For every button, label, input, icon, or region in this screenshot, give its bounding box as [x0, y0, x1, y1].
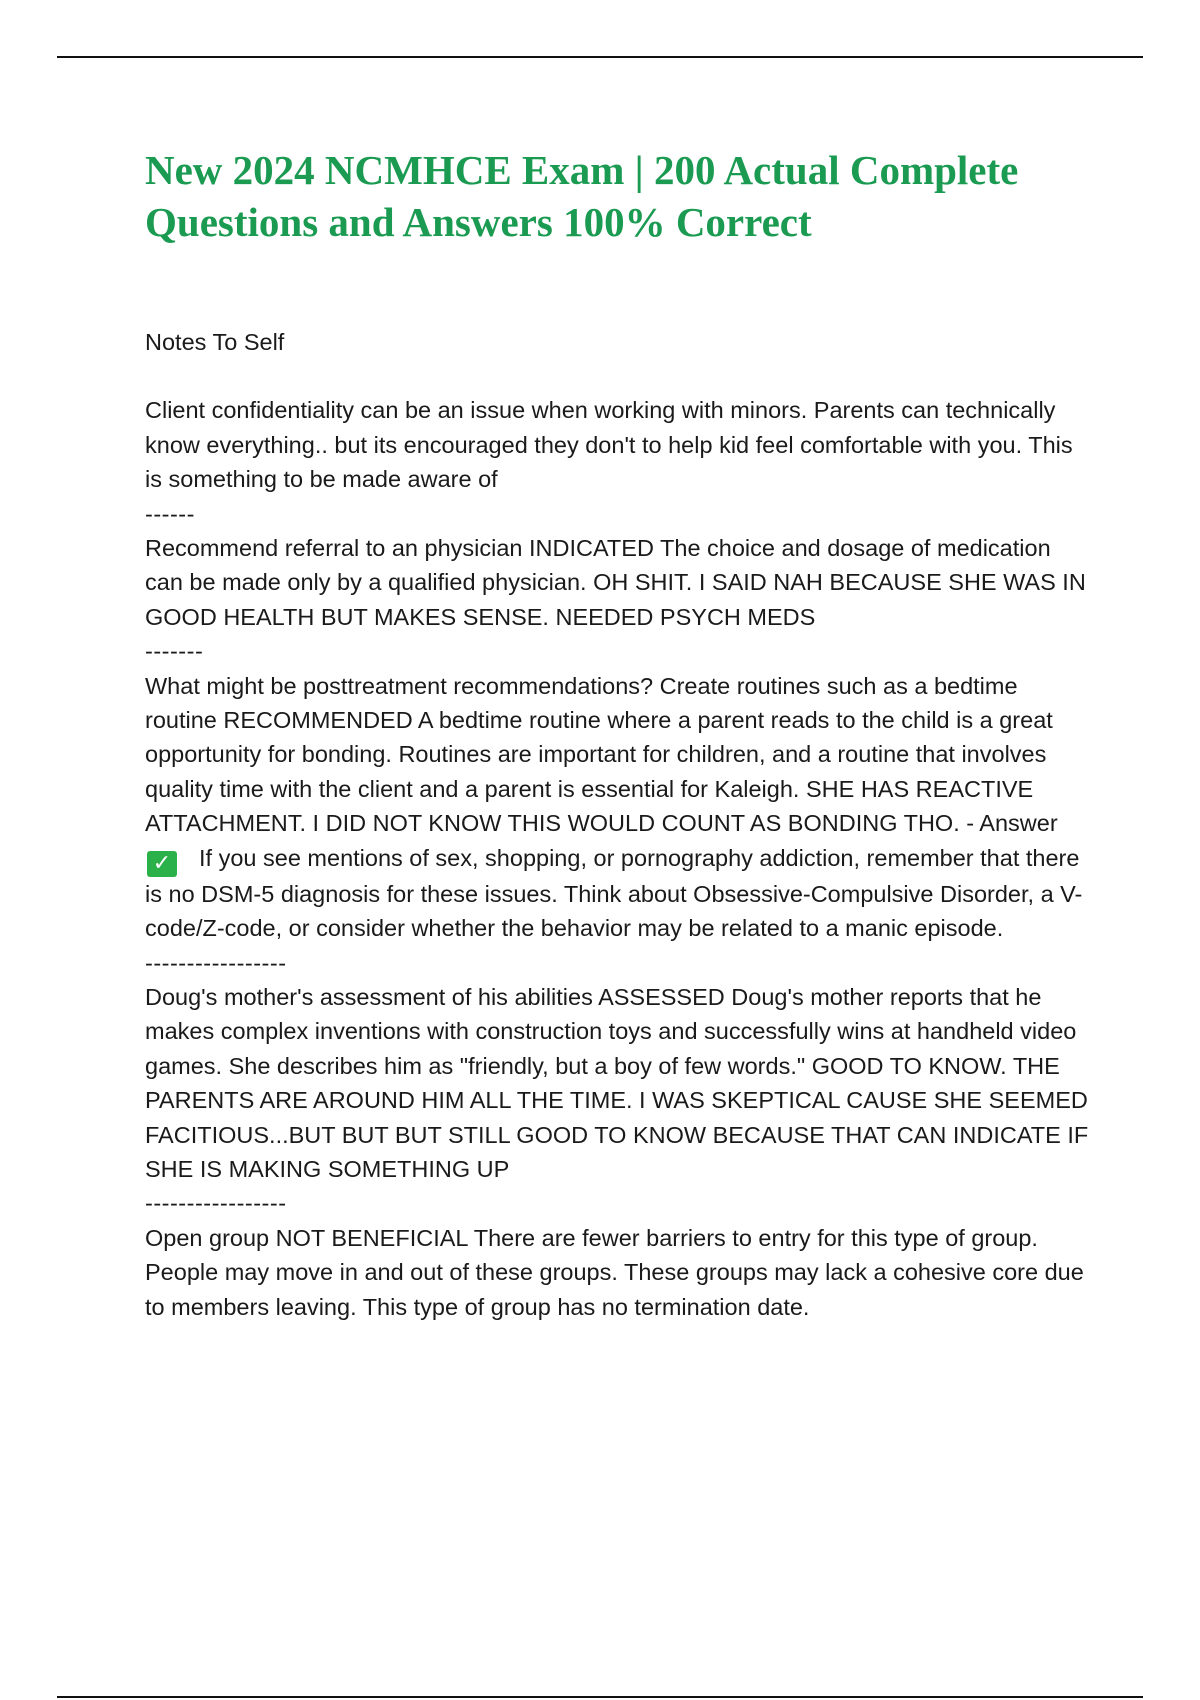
note-mother-assessment: Doug's mother's assessment of his abilities ASSESSED Doug's mother reports that he makes complex inventions with construction toys and successfully wins at handheld video games. She describes him as "friendly, but a boy of few words." GOOD TO KNOW. THE PARENTS ARE AROUND HIM ALL THE TIME. I WAS SKEPTICAL CAUSE SHE SEEMED FACITIOUS...BUT BUT BUT STILL GOOD TO KNOW BECAUSE THAT CAN INDICATE IF SHE IS MAKING SOMETHING UP [145, 983, 1089, 1182]
separator: ------- [145, 638, 204, 665]
note-posttreatment-answer: If you see mentions of sex, shopping, or pornography addiction, remember that there is no DSM-5 diagnosis for these issues. Think about Obsessive-Compulsive Disorder, a V-code/Z-code, or consider whether the behavior may be related to a manic episode. [145, 844, 1083, 942]
top-rule [57, 56, 1143, 58]
bottom-rule [57, 1696, 1143, 1698]
note-open-group: Open group NOT BENEFICIAL There are fewer barriers to entry for this type of group. People may move in and out of these groups. These groups may lack a cohesive core due to members leaving. This type of group has no termination date. [145, 1224, 1084, 1320]
note-posttreatment [145, 669, 1095, 946]
note-physician-referral: Recommend referral to an physician INDICATED The choice and dosage of medication can be made only by a qualified physician. OH SHIT. I SAID NAH BECAUSE SHE WAS IN GOOD HEALTH BUT MAKES SENSE. NEEDED PSYCH MEDS [145, 535, 1086, 630]
separator: ------ [145, 500, 195, 527]
check-mark-icon: ✓ [147, 851, 177, 877]
separator: ----------------- [145, 1190, 287, 1217]
note-posttreatment-question: What might be posttreatment recommendations? Create routines such as a bedtime routine RECOMMENDED A bedtime routine where a parent reads to the child is a great opportunity for bonding. Routines are important for children, and a routine that involves quality time with the client and a parent is essential for Kaleigh. SHE HAS REACTIVE ATTACHMENT. I DID NOT KNOW THIS WOULD COUNT AS BONDING THO. - Answer [145, 672, 1058, 837]
notes-body [145, 325, 1095, 1324]
note-confidentiality: Client confidentiality can be an issue when working with minors. Parents can technically know everything.. but its encouraged they don't to help kid feel comfortable with you. This is something to be made aware of [145, 397, 1073, 493]
separator: ----------------- [145, 949, 287, 976]
document-title: New 2024 NCMHCE Exam | 200 Actual Complete Questions and Answers 100% Correct [145, 147, 1019, 245]
notes-heading: Notes To Self [145, 329, 285, 355]
